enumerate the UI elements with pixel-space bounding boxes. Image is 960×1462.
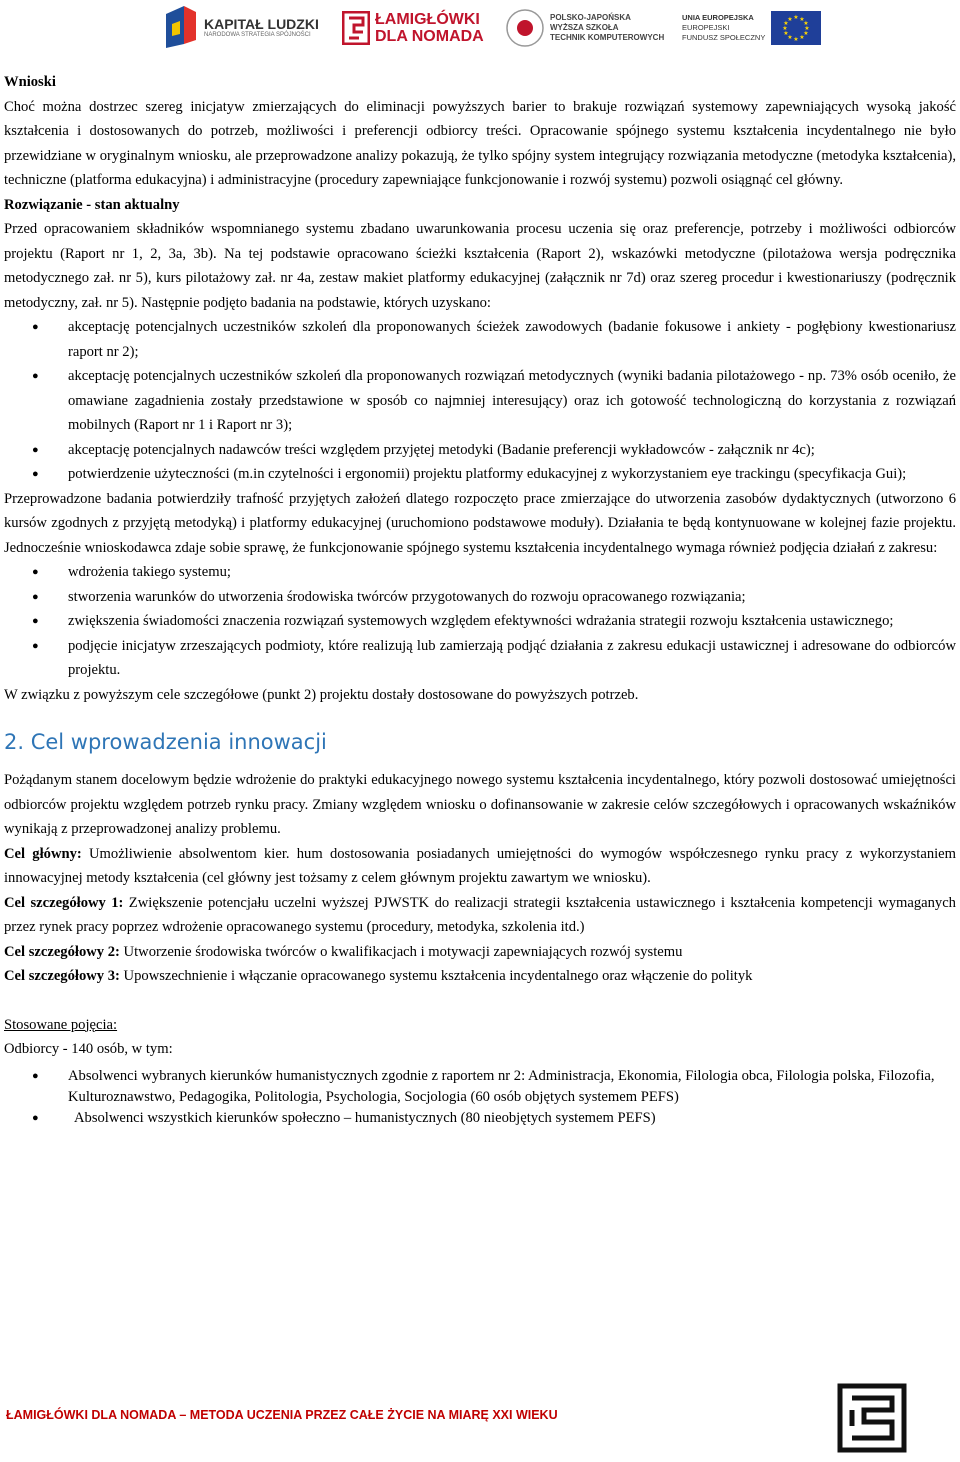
list-item: ● podjęcie inicjatyw zrzeszających podmioty, które realizują lub zamierzają podjąć działania z zakresu edukacji ustawicznej i adresowane do odbiorców projektu.: [4, 634, 956, 683]
lamiglowki-logo: [342, 8, 484, 48]
solution-paragraph: Przed opracowaniem składników wspomnianego systemu zbadano uwarunkowania procesu uczenia się oraz preferencje, potrzeby i możliwości odbiorców projektu (Raport nr 1, 2, 3a, 3b). Na tej podstawie opracowano ścieżki kształcenia (Raport 2), wskazówki metodyczne (pilotażowa wersja podręcznika metodycznego zał. nr 5), kurs pilotażowy zał. nr 4a, zestaw makiet platformy edukacyjnej (załącznik nr 7d) oraz szereg procedur i kwestionariuszy (podręcznik metodyczny, zał. nr 5). Następnie podjęto badania na podstawie, których uzyskano:: [4, 221, 956, 311]
goal-1-label: Cel szczegółowy 1:: [4, 894, 124, 911]
svg-text:★: ★: [803, 30, 810, 37]
list-item: ● akceptację potencjalnych nadawców treści względem przyjętej metodyki (Badanie preferencji wykładowców - załącznik nr 4c);: [4, 438, 956, 463]
svg-text:★: ★: [787, 16, 794, 23]
goal-2-paragraph: [4, 940, 956, 965]
svg-text:★: ★: [799, 16, 806, 23]
research-results-list: [4, 315, 956, 487]
target-state-paragraph: Pożądanym stanem docelowym będzie wdrożenie do praktyki edukacyjnego nowego systemu kształcenia incydentalnego, który pozwoli dostosować umiejętności odbiorców projektu względem potrzeb rynku pracy. Zmiany względem wniosku o dofinansowanie w zakresie celów szczegółowych i opracowanych wskaźników wynikają z przeprowadzonej analizy problemu.: [4, 772, 956, 837]
pjwstk-line3: TECHNIK KOMPUTEROWYCH: [550, 33, 665, 42]
goal-2-label: Cel szczegółowy 2:: [4, 943, 120, 960]
main-goal-label: Cel główny:: [4, 845, 82, 862]
kapital-ludzki-subtitle: NARODOWA STRATEGIA SPÓJNOŚCI: [204, 32, 311, 38]
document-body: [4, 70, 956, 1129]
list-item: ● akceptację potencjalnych uczestników szkoleń dla proponowanych rozwiązań metodycznych (wyniki badania pilotażowego - np. 73% osób oceniło, że omawiane zagadnienia zostały przedstawione w sposób co najmniej interesujący) oraz ich gotowość technologiczną do korzystania z rozwiązań mobilnych (Raport nr 1 i Raport nr 3);: [4, 364, 956, 438]
list-item: ● zwiększenia świadomości znaczenia rozwiązań systemowych względem efektywności wdrażania strategii rozwoju kształcenia ustawicznego;: [4, 609, 956, 634]
svg-text:★: ★: [799, 34, 806, 41]
goal-3-label: Cel szczegółowy 3:: [4, 968, 120, 984]
svg-text:★: ★: [782, 25, 789, 32]
list-item: ● akceptację potencjalnych uczestników szkoleń dla proponowanych ścieżek zawodowych (badanie fokusowe i ankiety - pogłębiony kwestionariusz raport nr 2);: [4, 315, 956, 364]
list-item: ● stworzenia warunków do utworzenia środowiska twórców przygotowanych do rozwoju opracowanego rozwiązania;: [4, 585, 956, 610]
research-summary-paragraph: Przeprowadzone badania potwierdziły trafność przyjętych założeń dlatego rozpoczęto prace zmierzające do utworzenia zasobów dydaktycznych (utworzono 6 kursów zgodnych z przyjętą metodyką) i platformy edukacyjnej (uruchomiono podstawowe moduły). Działania te będą kontynuowane w kolejnej fazie projektu. Jednocześnie wnioskodawca zdaje sobie sprawę, że funkcjonowanie spójnego systemu kształcenia incydentalnego wymaga również podjęcia działań z zakresu:: [4, 490, 956, 556]
goal-2-text: Utworzenie środowiska twórców o kwalifikacjach i motywacji zapewniających rozwój systemu: [119, 943, 683, 960]
wnioski-paragraph: Choć można dostrzec szereg inicjatyw zmierzających do eliminacji powyższych barier to brakuje rozwiązań systemowy zapewniających wysoką jakość kształcenia i dostosowanych do potrzeb, możliwości i preferencji odbiorcy treści. Opracowanie spójnego systemu kształcenia incydentalnego nie było przewidziane w oryginalnym wniosku, ale przeprowadzone analizy pokazują, że tylko spójny system integrujący rozwiązania metodyczne (metodyka kształcenia), techniczne (platforma edukacyjna) i administracyjne (procedury zapewniające funkcjonowanie i rozwój systemu) pozwoli osiągnąć cel główny.: [4, 98, 956, 188]
kapital-ludzki-emblem-icon: [164, 4, 198, 50]
maze-icon: [836, 1382, 908, 1454]
svg-text:★: ★: [803, 20, 810, 27]
svg-text:★: ★: [793, 14, 800, 21]
goal-3-paragraph: [4, 964, 956, 989]
main-goal-paragraph: [4, 842, 956, 891]
footer-title: ŁAMIGŁÓWKI DLA NOMADA – METODA UCZENIA PRZEZ CAŁE ŻYCIE NA MIARĘ XXI WIEKU: [6, 1408, 558, 1422]
kapital-ludzki-logo: [164, 4, 319, 50]
section-heading-innovation-goal: 2. Cel wprowadzenia innowacji: [4, 730, 327, 754]
kapital-ludzki-title: KAPITAŁ LUDZKI: [204, 16, 319, 32]
pjwstk-logo: [505, 8, 664, 48]
lamiglowki-line1: ŁAMIGŁÓWKI: [375, 11, 480, 28]
svg-text:★: ★: [783, 20, 790, 27]
pjwstk-line2: WYŻSZA SZKOŁA: [550, 23, 619, 32]
maze-icon: [342, 11, 370, 45]
svg-text:★: ★: [804, 25, 811, 32]
eu-line1: UNIA EUROPEJSKA: [682, 13, 754, 22]
footer-maze-logo: [836, 1382, 908, 1459]
list-item: ● potwierdzenie użyteczności (m.in czytelności i ergonomii) projektu platformy edukacyjnej z wykorzystaniem eye trackingu (specyfikacja Gui);: [4, 462, 956, 487]
concepts-label: Stosowane pojęcia:: [4, 1016, 118, 1033]
pjwstk-emblem-icon: [505, 8, 545, 48]
recipients-line: Odbiorcy - 140 osób, w tym:: [4, 1041, 173, 1057]
goal-1-text: Zwiększenie potencjału uczelni wyższej PJWSTK do realizacji strategii kształcenia ustawicznego i kształcenia kompetencji wymaganych przez rynek pracy poprzez wdrożenie opracowanego systemu (procedury, metodyka, szkolenia itd.): [4, 894, 956, 935]
main-goal-text: Umożliwienie absolwentom kier. hum dostosowania posiadanych umiejętności do wymogów współczesnego rynku pracy z wykorzystaniem innowacyjnej metody kształcenia (cel główny jest tożsamy z celem głównym projektu zawartym we wniosku).: [4, 845, 956, 886]
list-item: ● Absolwenci wszystkich kierunków społeczno – humanistycznych (80 nieobjętych systemem PEFS): [4, 1108, 956, 1129]
header-logos: [0, 0, 960, 60]
actions-list: [4, 560, 956, 683]
eu-flag-icon: [771, 11, 821, 45]
list-item: ● wdrożenia takiego systemu;: [4, 560, 956, 585]
solution-heading: Rozwiązanie - stan aktualny: [4, 196, 180, 213]
lamiglowki-line2: DLA NOMADA: [375, 28, 484, 45]
svg-text:★: ★: [787, 34, 794, 41]
goal-3-text: Upowszechnienie i włączanie opracowanego systemu kształcenia incydentalnego oraz włączenie do polityk: [119, 968, 753, 984]
recipients-list: [4, 1066, 956, 1129]
list-item: ● Absolwenci wybranych kierunków humanistycznych zgodnie z raportem nr 2: Administracja, Ekonomia, Filologia obca, Filologia polska, Filozofia, Kulturoznawstwo, Pedagogika, Politologia, Psychologia, Socjologia (60 osób objętych systemem PEFS): [4, 1066, 956, 1108]
eu-logo: [682, 10, 821, 46]
goals-adjusted-paragraph: W związku z powyższym cele szczegółowe (punkt 2) projektu dostały dostosowane do powyższych potrzeb.: [4, 686, 639, 703]
pjwstk-line1: POLSKO-JAPOŃSKA: [550, 13, 631, 22]
wnioski-heading: Wnioski: [4, 74, 56, 90]
eu-line2: EUROPEJSKI: [682, 23, 730, 32]
svg-text:★: ★: [793, 36, 800, 43]
eu-line3: FUNDUSZ SPOŁECZNY: [682, 33, 766, 42]
goal-1-paragraph: [4, 891, 956, 940]
svg-text:★: ★: [783, 30, 790, 37]
